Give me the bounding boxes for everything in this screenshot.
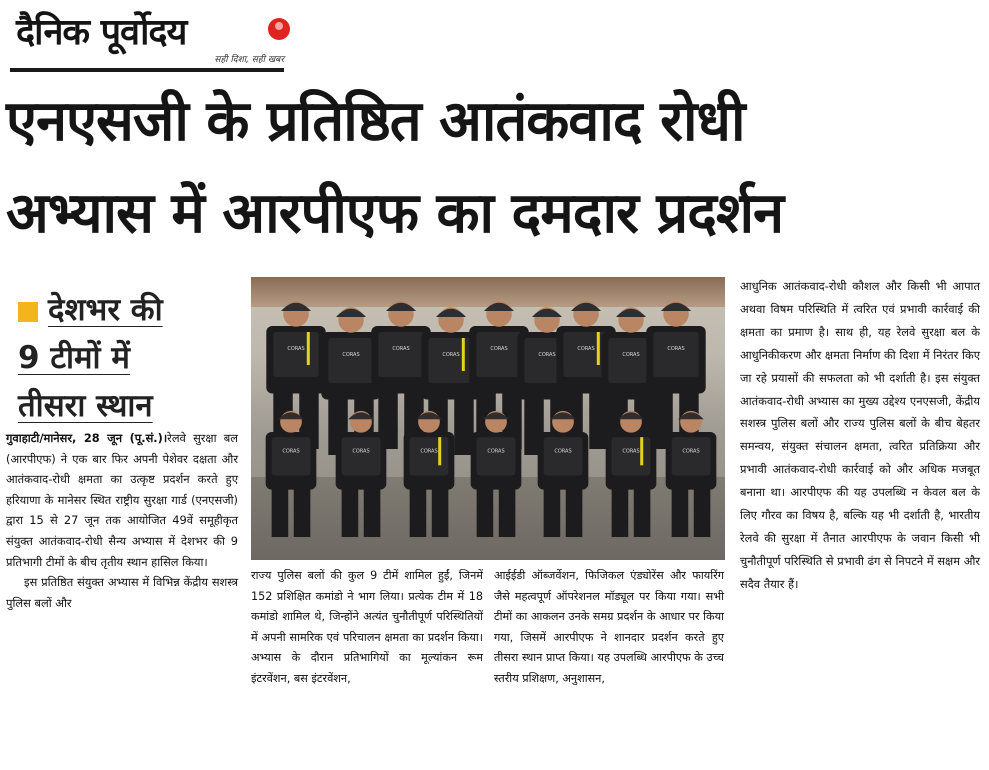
masthead-tagline: सही दिशा, सही खबर (214, 55, 284, 65)
bullet-square-icon (18, 302, 38, 322)
article-paragraph-2: इस प्रतिष्ठित संयुक्त अभ्यास में विभिन्न केंद्रीय सशस्त्र पुलिस बलों और (6, 575, 238, 610)
team-photo (251, 277, 725, 560)
subhead-line-1: देशभर की (48, 292, 163, 328)
vest-label: CORAS (487, 448, 505, 455)
vest-label: CORAS (352, 448, 370, 455)
vest-label: CORAS (682, 448, 700, 455)
vest-label: CORAS (442, 352, 460, 358)
masthead-logo-dot-icon (268, 18, 290, 40)
subhead-line-3: तीसरा स्थान (18, 388, 153, 424)
article-column-2 (251, 566, 483, 689)
vest-label: CORAS (282, 448, 300, 455)
vest-label: CORAS (554, 448, 572, 455)
vest-label: CORAS (287, 346, 305, 352)
vest-label: CORAS (490, 346, 508, 352)
vest-label: CORAS (392, 346, 410, 352)
vest-label: CORAS (577, 346, 595, 352)
article-column-3-text: आईईडी ऑब्जर्वेशन, फिजिकल एंड्योरेंस और फायरिंग जैसे महत्वपूर्ण ऑपरेशनल मॉड्यूल पर किया गया। सभी टीमों का आकलन उनके समग्र प्रदर्शन के आधार पर किया गया, जिसमें आरपीएफ ने शानदार प्रदर्शन करते हुए तीसरा स्थान प्राप्त किया। यह उपलब्धि आरपीएफ के उच्च स्तरीय प्रशिक्षण, अनुशासन, (494, 569, 724, 685)
article-dateline: गुवाहाटी/मानेसर, 28 जून (पू.सं.)। (6, 431, 168, 445)
team-photo-figures (251, 277, 725, 560)
headline-line-1: एनएसजी के प्रतिष्ठित आतंकवाद रोधी (6, 89, 745, 154)
article-column-2-text: राज्य पुलिस बलों की कुल 9 टीमें शामिल हुईं, जिनमें 152 प्रशिक्षित कमांडो ने भाग लिया। प्रत्येक टीम में 18 कमांडो शामिल थे, जिन्होंने अत्यंत चुनौतीपूर्ण परिस्थितियों में अपनी सामरिक एवं परिचालन क्षमता का प्रदर्शन किया। अभ्यास के दौरान प्रतिभागियों का मूल्यांकन रूम इंटरवेंशन, बस इंटरवेंशन, (251, 569, 483, 685)
masthead-rule (10, 68, 284, 72)
article-column-4-text: आधुनिक आतंकवाद-रोधी कौशल और किसी भी आपात अथवा विषम परिस्थिति में त्वरित एवं प्रभावी कार्रवाई की क्षमता का प्रमाण है। साथ ही, यह रेलवे सुरक्षा बल के आधुनिकीकरण और क्षमता निर्माण की दिशा में निरंतर किए जा रहे प्रयासों की सफलता को भी दर्शाती है। इस संयुक्त आतंकवाद-रोधी अभ्यास का मुख्य उद्देश्य एनएसजी, केंद्रीय सशस्त्र पुलिस बलों और राज्य पुलिस बलों के बीच बेहतर समन्वय, संयुक्त संचालन क्षमता, त्वरित प्रतिक्रिया और प्रभावी आतंकवाद-रोधी कार्रवाई को और अधिक मजबूत बनाना था। आरपीएफ की यह उपलब्धि न केवल बल के लिए गौरव का विषय है, बल्कि यह भी दर्शाती है, भारतीय रेलवे की सुरक्षा में तैनात आरपीएफ के जवान किसी भी चुनौतीपूर्ण परिस्थिति से प्रभावी ढंग से निपटने में सक्षम और सदैव तैयार हैं। (740, 279, 980, 591)
article-paragraph-1: रेलवे सुरक्षा बल (आरपीएफ) ने एक बार फिर अपनी पेशेवर दक्षता और आतंकवाद-रोधी क्षमता का उत्कृष्ट प्रदर्शन करते हुए हरियाणा के मानेसर स्थित राष्ट्रीय सुरक्षा गार्ड (एनएसजी) द्वारा 15 से 27 जून तक आयोजित 49वें समूहीकृत संयुक्त आतंकवाद-रोधी सैन्य अभ्यास में देशभर की 9 प्रतिभागी टीमों के बीच तृतीय स्थान हासिल किया। (6, 431, 238, 569)
article-column-4 (740, 275, 980, 596)
article-column-1 (6, 428, 238, 613)
newspaper-name: दैनिक पूर्वोदय (16, 12, 187, 53)
vest-label: CORAS (342, 352, 360, 358)
masthead (10, 6, 286, 72)
vest-label: CORAS (667, 346, 685, 352)
vest-label: CORAS (420, 448, 438, 455)
vest-label: CORAS (538, 352, 556, 358)
headline-line-2: अभ्यास में आरपीएफ का दमदार प्रदर्शन (6, 181, 784, 246)
article-column-3 (494, 566, 724, 689)
subhead-line-2: 9 टीमों में (18, 340, 130, 376)
vest-label: CORAS (622, 352, 640, 358)
subhead (18, 286, 248, 430)
vest-label: CORAS (622, 448, 640, 455)
